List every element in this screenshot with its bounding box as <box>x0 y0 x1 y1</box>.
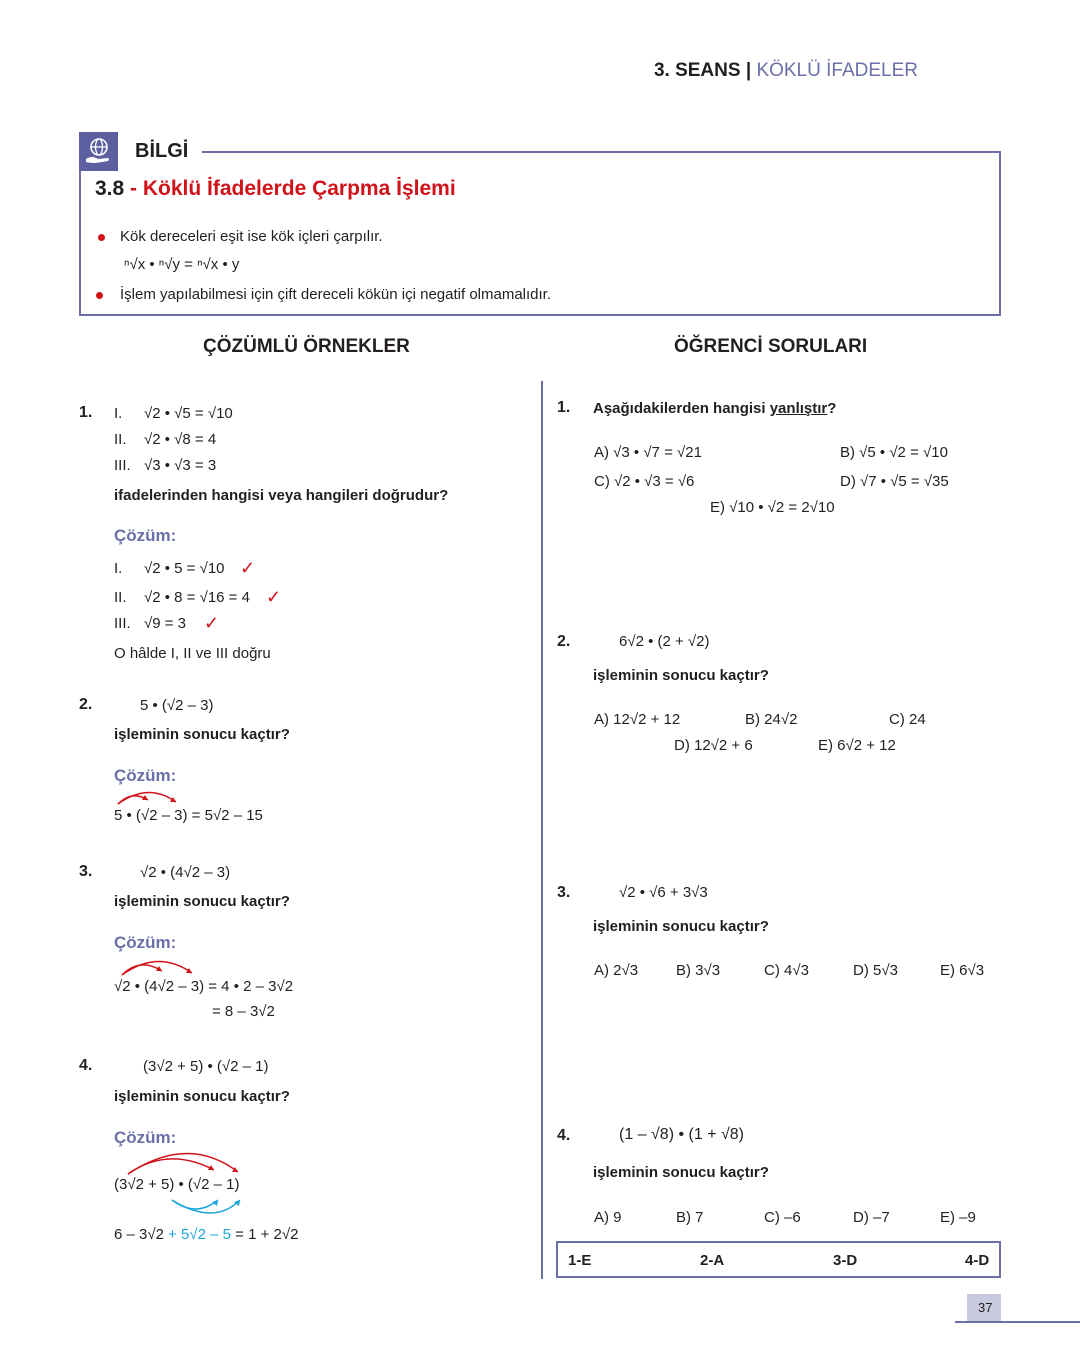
ex1-sol-2: √2 • 8 = √16 = 4 <box>144 589 250 606</box>
q1-text-post: ? <box>827 400 837 417</box>
example-1-number: 1. <box>79 404 93 421</box>
question-1-number: 1. <box>557 399 571 416</box>
ex1-sol-3: √9 = 3 <box>144 615 187 632</box>
ex4-sol-part-c: = 1 + 2√2 <box>230 1226 299 1243</box>
ex1-sol-roman-2: II. <box>114 589 127 606</box>
section-title <box>95 177 456 201</box>
q4-option-e: E) –9 <box>940 1209 976 1226</box>
ex1-sol-1: √2 • 5 = √10 <box>144 560 225 577</box>
page-number-line <box>955 1321 1080 1323</box>
q3-option-b: B) 3√3 <box>676 962 721 979</box>
section-title-text: - Köklü İfadelerde Çarpma İşlemi <box>130 177 456 200</box>
ex1-roman-2: II. <box>114 431 127 448</box>
header-separator: | <box>745 60 752 81</box>
solved-examples-heading: ÇÖZÜMLÜ ÖRNEKLER <box>203 336 410 357</box>
ex3-solution-label: Çözüm: <box>114 933 177 952</box>
q3-expression: √2 • √6 + 3√3 <box>619 884 708 901</box>
ex4-question: işleminin sonucu kaçtır? <box>114 1088 290 1105</box>
q2-option-e: E) 6√2 + 12 <box>818 737 896 754</box>
ex3-solution-1: √2 • (4√2 – 3) = 4 • 2 – 3√2 <box>114 978 294 995</box>
question-3-number: 3. <box>557 884 571 901</box>
ex1-conclusion: O hâlde I, II ve III doğru <box>114 645 271 662</box>
ex1-solution-label: Çözüm: <box>114 526 177 545</box>
q1-option-e: E) √10 • √2 = 2√10 <box>710 499 835 516</box>
ex4-expression: (3√2 + 5) • (√2 – 1) <box>143 1058 269 1075</box>
ex2-solution-label: Çözüm: <box>114 766 177 785</box>
student-questions-heading: ÖĞRENCİ SORULARI <box>674 336 868 357</box>
q1-option-b: B) √5 • √2 = √10 <box>840 444 948 461</box>
q1-option-c: C) √2 • √3 = √6 <box>594 473 695 490</box>
ex1-sol-roman-1: I. <box>114 560 123 577</box>
check-icon: ✓ <box>266 587 282 607</box>
q2-option-b: B) 24√2 <box>745 711 798 728</box>
q4-option-a: A) 9 <box>594 1209 622 1226</box>
answer-key-3: 3-D <box>833 1252 858 1269</box>
bullet-dot <box>98 234 105 241</box>
ex4-solution-2 <box>114 1226 298 1243</box>
q1-text-underlined: yanlıştır <box>769 400 828 417</box>
check-icon: ✓ <box>204 613 220 633</box>
ex1-line-2: √2 • √8 = 4 <box>144 431 217 448</box>
check-icon: ✓ <box>240 558 256 578</box>
distribution-arrows <box>118 957 198 979</box>
ex2-expression: 5 • (√2 – 3) <box>140 697 214 714</box>
section-number: 3.8 <box>95 177 125 200</box>
q4-option-c: C) –6 <box>764 1209 801 1226</box>
q4-expression: (1 – √8) • (1 + √8) <box>619 1126 744 1143</box>
q2-question: işleminin sonucu kaçtır? <box>593 667 769 684</box>
ex3-expression: √2 • (4√2 – 3) <box>140 864 231 881</box>
q3-option-d: D) 5√3 <box>853 962 898 979</box>
ex3-solution-2: = 8 – 3√2 <box>212 1003 275 1020</box>
info-bullet-2: İşlem yapılabilmesi için çift dereceli kökün içi negatif olmamalıdır. <box>120 286 552 303</box>
bullet-dot <box>96 292 103 299</box>
info-bullet-1: Kök dereceleri eşit ise kök içleri çarpılır. <box>120 228 383 245</box>
column-divider <box>541 381 543 1279</box>
ex4-solution-1: (3√2 + 5) • (√2 – 1) <box>114 1176 240 1193</box>
page-number: 37 <box>978 1300 993 1315</box>
q1-text <box>593 400 836 417</box>
ex1-line-3: √3 • √3 = 3 <box>144 457 217 474</box>
globe-hand-icon <box>79 132 118 171</box>
q1-option-a: A) √3 • √7 = √21 <box>594 444 702 461</box>
info-label: BİLGİ <box>135 140 189 162</box>
q4-question: işleminin sonucu kaçtır? <box>593 1164 769 1181</box>
example-4-number: 4. <box>79 1057 93 1074</box>
topic-label: KÖKLÜ İFADELER <box>756 60 918 81</box>
q1-text-pre: Aşağıdakilerden hangisi <box>593 400 770 417</box>
q4-option-b: B) 7 <box>676 1209 704 1226</box>
info-formula: ⁿ√x • ⁿ√y = ⁿ√x • y <box>124 256 240 273</box>
q3-option-a: A) 2√3 <box>594 962 639 979</box>
ex1-line-1: √2 • √5 = √10 <box>144 405 233 422</box>
ex1-roman-1: I. <box>114 405 123 422</box>
q2-option-a: A) 12√2 + 12 <box>594 711 681 728</box>
ex3-question: işleminin sonucu kaçtır? <box>114 893 290 910</box>
q1-option-d: D) √7 • √5 = √35 <box>840 473 949 490</box>
ex4-sol-part-b: + 5√2 – 5 <box>163 1226 231 1243</box>
answer-key-4: 4-D <box>965 1252 990 1269</box>
ex1-sol-roman-3: III. <box>114 615 131 632</box>
ex2-question: işleminin sonucu kaçtır? <box>114 726 290 743</box>
distribution-arrows <box>114 788 184 808</box>
ex1-question: ifadelerinden hangisi veya hangileri doğrudur? <box>114 487 449 504</box>
page-header <box>654 60 918 82</box>
ex2-solution: 5 • (√2 – 3) = 5√2 – 15 <box>114 807 263 824</box>
ex4-sol-part-a: 6 – 3√2 <box>114 1226 164 1243</box>
answer-key-box <box>556 1241 1001 1278</box>
question-2-number: 2. <box>557 633 571 650</box>
session-label: 3. SEANS <box>653 60 741 81</box>
q3-question: işleminin sonucu kaçtır? <box>593 918 769 935</box>
info-box-top-line <box>202 151 1001 153</box>
ex1-roman-3: III. <box>114 457 131 474</box>
ex4-solution-label: Çözüm: <box>114 1128 177 1147</box>
q3-option-c: C) 4√3 <box>764 962 809 979</box>
q3-option-e: E) 6√3 <box>940 962 985 979</box>
q4-option-d: D) –7 <box>853 1209 890 1226</box>
q2-expression: 6√2 • (2 + √2) <box>619 633 710 650</box>
example-3-number: 3. <box>79 863 93 880</box>
answer-key-2: 2-A <box>700 1252 725 1269</box>
example-2-number: 2. <box>79 696 93 713</box>
answer-key-1: 1-E <box>568 1252 592 1269</box>
question-4-number: 4. <box>557 1127 571 1144</box>
q2-option-c: C) 24 <box>889 711 926 728</box>
q2-option-d: D) 12√2 + 6 <box>674 737 753 754</box>
